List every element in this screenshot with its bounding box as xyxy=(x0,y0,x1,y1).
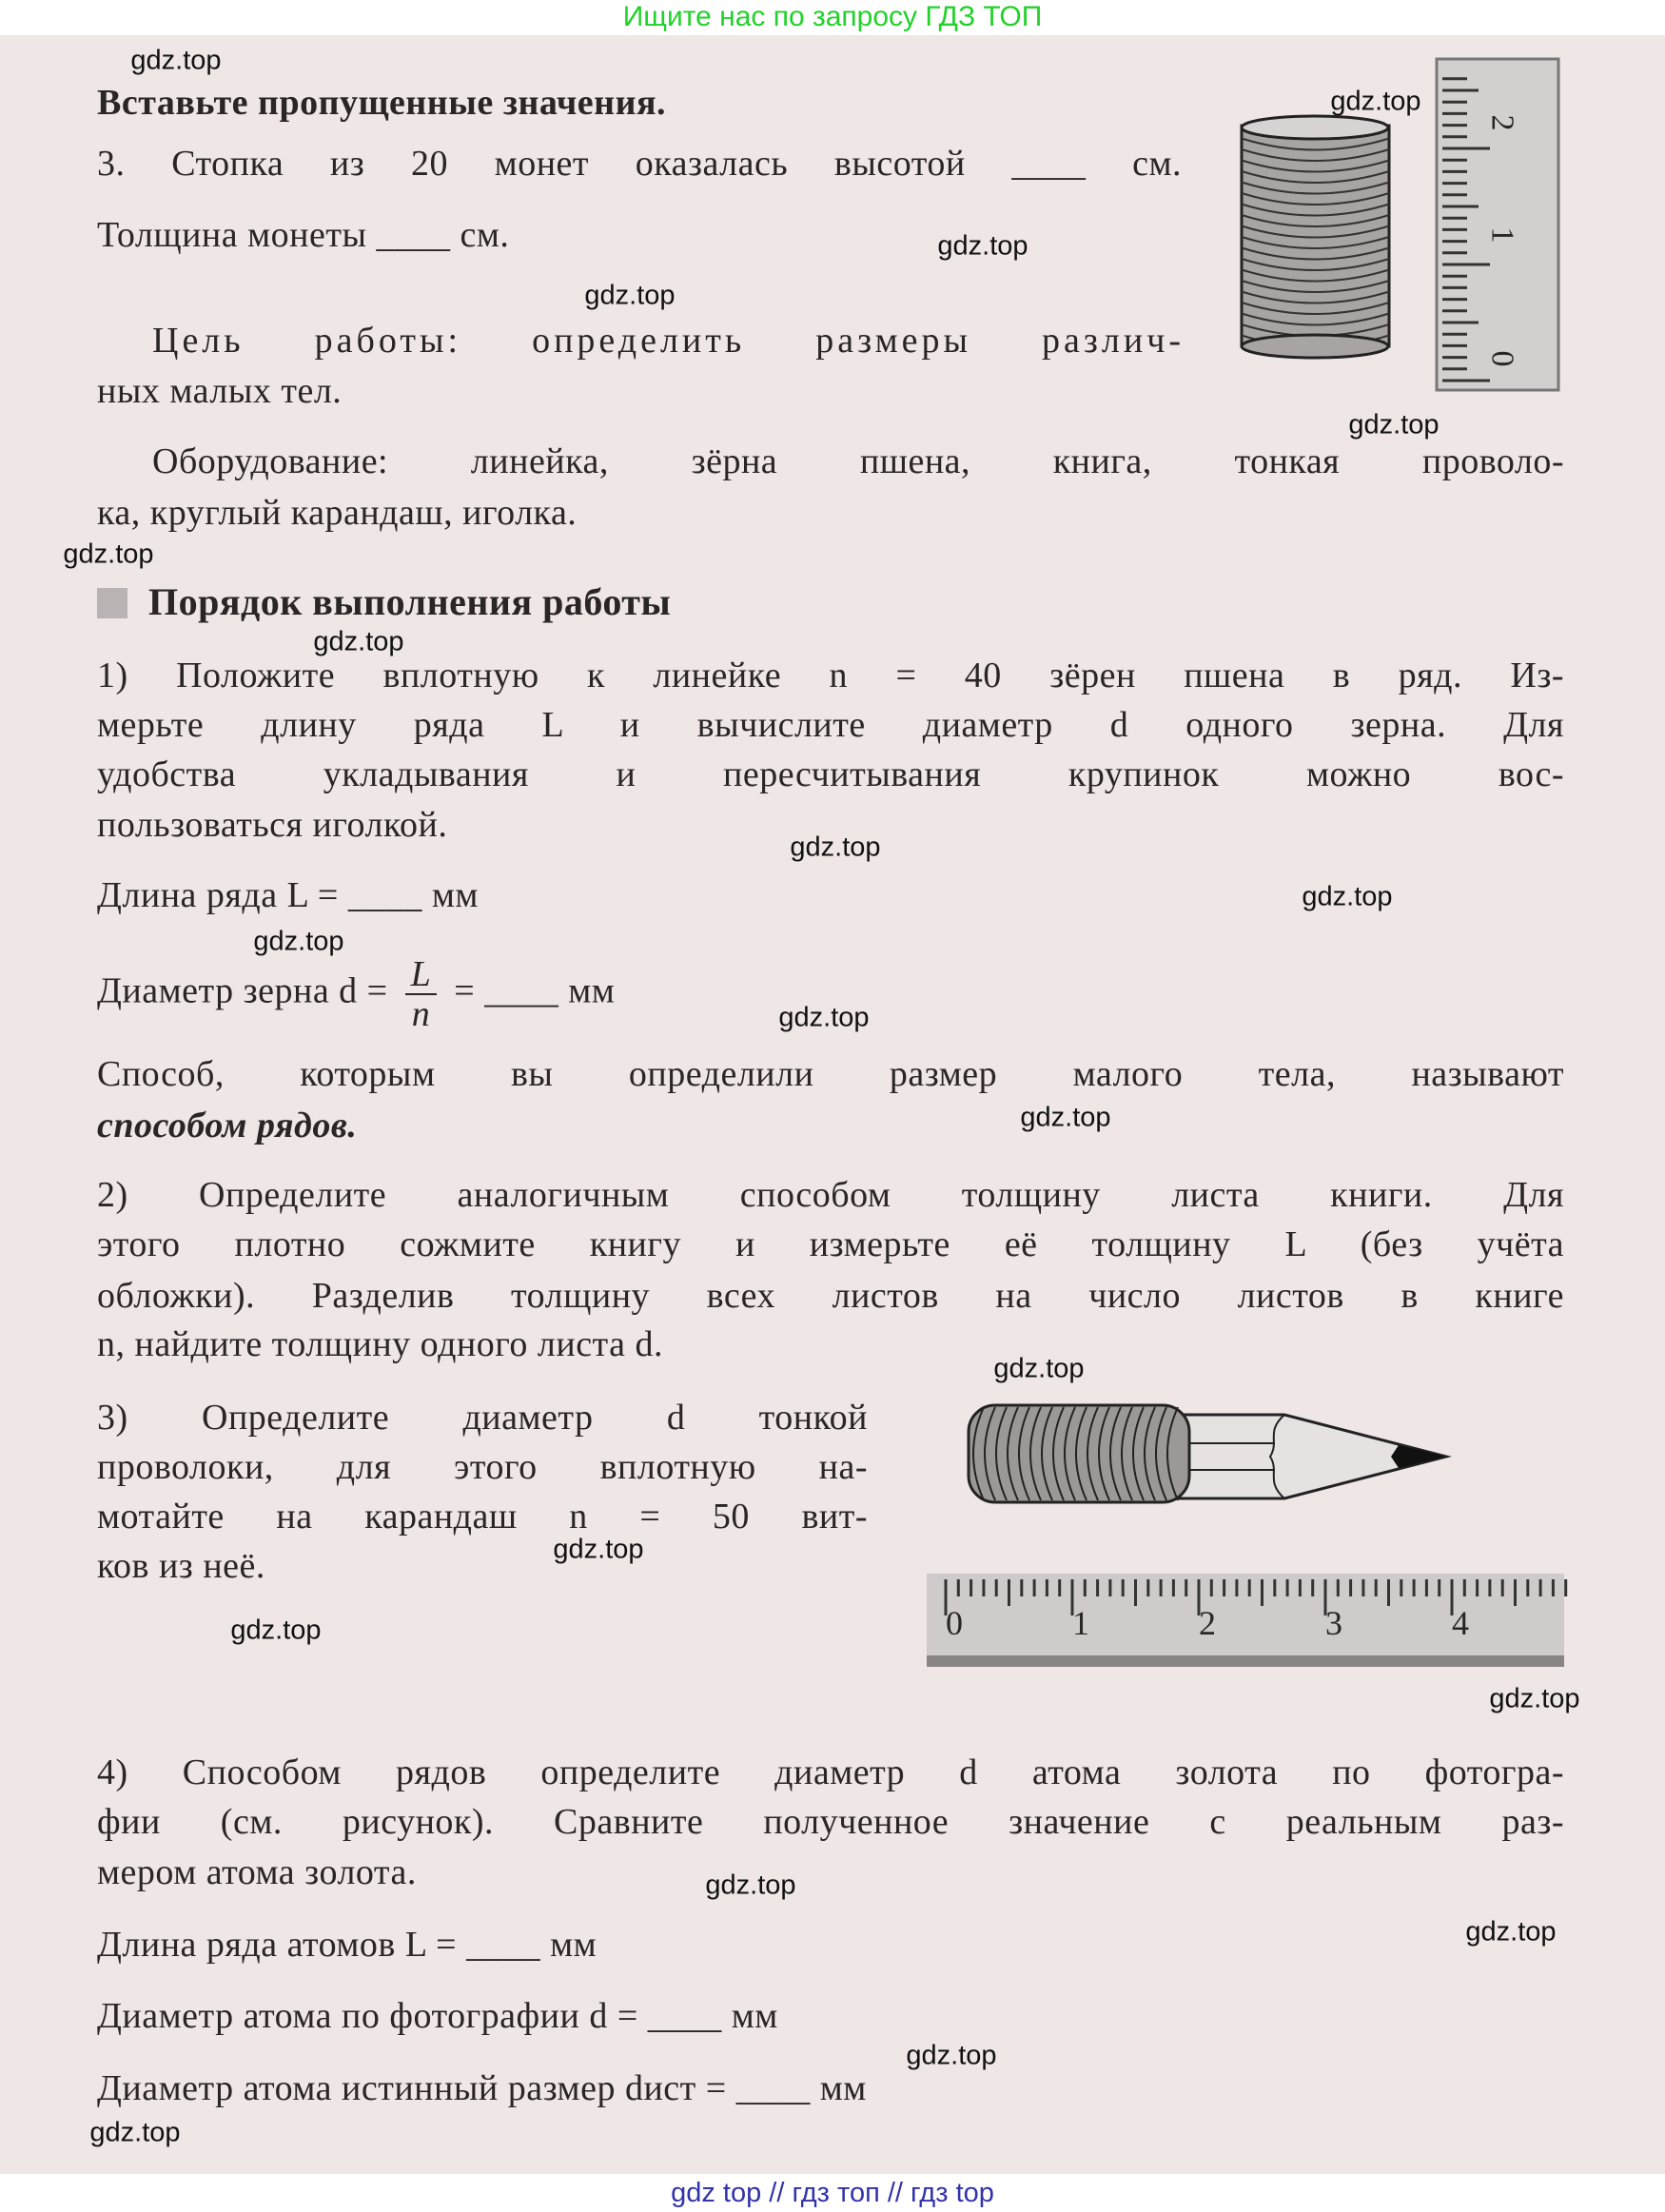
watermark: gdz.top xyxy=(906,2040,997,2071)
watermark: gdz.top xyxy=(1330,86,1421,117)
fraction-denominator: n xyxy=(411,994,431,1034)
watermark: gdz.top xyxy=(778,1002,870,1033)
watermark: gdz.top xyxy=(790,832,881,863)
goal-line-1: Цель работы: определить размеры различ- xyxy=(152,321,1185,361)
step2-line: обложки). Разделив толщину всех листов на число листов в книге xyxy=(97,1276,1564,1316)
fraction-numerator: L xyxy=(405,955,438,995)
watermark: gdz.top xyxy=(937,230,1028,262)
search-banner[interactable]: Ищите нас по запросу ГДЗ ТОП xyxy=(0,0,1665,35)
watermark: gdz.top xyxy=(1465,1916,1557,1948)
watermark: gdz.top xyxy=(584,280,676,311)
step1-line: мерьте длину ряда L и вычислите диаметр d одного зерна. Для xyxy=(97,705,1564,745)
watermark: gdz.top xyxy=(1302,881,1393,912)
watermark: gdz.top xyxy=(313,626,404,657)
instruction-heading: Вставьте пропущенные значения. xyxy=(97,83,667,123)
method-line: Способ, которым вы определили размер малого тела, называют xyxy=(97,1054,1564,1094)
watermark: gdz.top xyxy=(253,926,344,957)
step3-line: мотайте на карандаш n = 50 вит- xyxy=(97,1497,868,1537)
step3-line: 3) Определите диаметр d тонкой xyxy=(97,1398,868,1438)
row-length-line: Длина ряда L = ____ мм xyxy=(97,875,479,915)
watermark: gdz.top xyxy=(553,1534,644,1565)
step2-line: 2) Определите аналогичным способом толщину листа книги. Для xyxy=(97,1175,1564,1215)
pencil-with-wire-illustration xyxy=(951,1403,1570,1513)
watermark: gdz.top xyxy=(1020,1102,1111,1133)
watermark: gdz.top xyxy=(705,1869,796,1901)
grain-diameter-label: Диаметр зерна d = xyxy=(97,970,388,1011)
watermark: gdz.top xyxy=(89,2117,181,2148)
equipment-line-2: ка, круглый карандаш, иголка. xyxy=(97,493,578,533)
watermark: gdz.top xyxy=(1489,1683,1580,1714)
ruler-label-2: 2 xyxy=(1199,1604,1216,1642)
method-name: способом рядов. xyxy=(97,1106,358,1145)
step4-line: мером атома золота. xyxy=(97,1852,417,1892)
watermark: gdz.top xyxy=(230,1615,322,1646)
goal-line-2: ных малых тел. xyxy=(97,371,343,411)
task-3-text: 3. Стопка из 20 монет оказалась высотой ____ см. xyxy=(97,144,1182,184)
fraction-l-over-n xyxy=(405,955,438,1033)
section-title xyxy=(97,577,1564,627)
ruler-label-4: 4 xyxy=(1452,1604,1469,1642)
footer-links[interactable]: gdz top // гдз топ // гдз top xyxy=(0,2174,1665,2209)
step3-line: проволоки, для этого вплотную на- xyxy=(97,1447,868,1487)
horizontal-ruler xyxy=(925,1572,1572,1672)
grain-diameter-blank: = ____ мм xyxy=(454,970,616,1011)
step1-line: пользоваться иголкой. xyxy=(97,805,448,845)
ruler-label-2: 2 xyxy=(1484,114,1520,131)
watermark: gdz.top xyxy=(130,45,222,76)
watermark: gdz.top xyxy=(993,1353,1085,1384)
step4-line: 4) Способом рядов определите диаметр d атома золота по фотогра- xyxy=(97,1752,1564,1792)
section-marker-icon xyxy=(97,588,127,618)
watermark: gdz.top xyxy=(63,538,154,570)
atom-photo-diameter-line: Диаметр атома по фотографии d = ____ мм xyxy=(97,1996,778,2036)
step1-line: 1) Положите вплотную к линейке n = 40 зёрен пшена в ряд. Из- xyxy=(97,656,1564,695)
section-title-text: Порядок выполнения работы xyxy=(148,580,672,623)
step2-line: n, найдите толщину одного листа d. xyxy=(97,1324,663,1364)
ruler-label-1: 1 xyxy=(1484,226,1520,244)
atom-row-length-line: Длина ряда атомов L = ____ мм xyxy=(97,1925,597,1965)
ruler-label-3: 3 xyxy=(1325,1604,1342,1642)
ruler-label-0: 0 xyxy=(1484,350,1520,367)
ruler-label-0: 0 xyxy=(946,1604,963,1642)
step2-line: этого плотно сожмите книгу и измерьте её толщину L (без учёта xyxy=(97,1224,1564,1264)
atom-true-diameter-line: Диаметр атома истинный размер dист = ____ мм xyxy=(97,2068,867,2108)
watermark: gdz.top xyxy=(1348,409,1440,440)
coin-thickness-line: Толщина монеты ____ см. xyxy=(97,215,510,255)
coin-stack-illustration xyxy=(1237,114,1399,363)
step1-line: удобства укладывания и пересчитывания крупинок можно вос- xyxy=(97,754,1564,794)
step3-line: ков из неё. xyxy=(97,1546,265,1586)
equipment-line-1: Оборудование: линейка, зёрна пшена, книга, тонкая проволо- xyxy=(152,441,1564,481)
ruler-label-1: 1 xyxy=(1072,1604,1089,1642)
step4-line: фии (см. рисунок). Сравните полученное значение с реальным раз- xyxy=(97,1802,1564,1842)
vertical-ruler xyxy=(1435,57,1563,395)
